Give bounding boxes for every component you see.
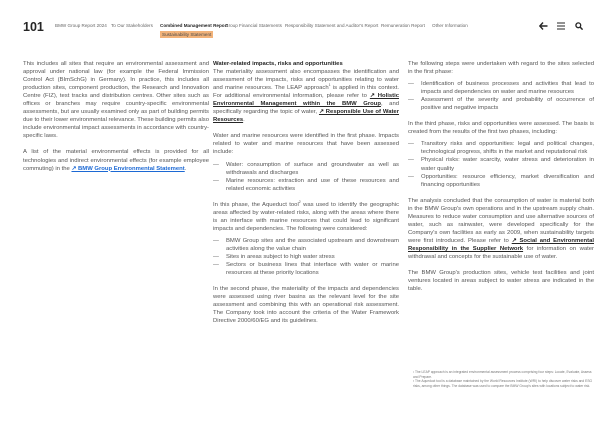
list-item: — Water: consumption of surface and groundwater as well as withdrawals and discharges — [213, 161, 399, 177]
paragraph: In the second phase, the materiality of the impacts and dependencies were assessed using river basins as the relevant level for the site assessment and combining this with an operational risk assessment. The Company took into account the criteria of the Water Framework Directive 2000/60/EG and its guidelines. — [213, 286, 399, 325]
nav-responsibility-statement[interactable]: Responsibility Statement and Auditor's Report — [285, 23, 379, 28]
column-left — [23, 60, 209, 181]
nav-combined-management-report[interactable]: Combined Management Report — [160, 23, 228, 28]
list-item: — Transitory risks and opportunities: legal and political changes, technological progress, shifts in the market and reputational risk — [408, 140, 594, 156]
paragraph: The following steps were undertaken with regard to the sites selected in the first phase: — [408, 61, 594, 76]
paragraph: In the third phase, risks and opportunities were assessed. The basis is created from the results of the first two phases, including: — [408, 121, 594, 136]
column-middle — [213, 60, 399, 333]
search-icon[interactable] — [574, 21, 584, 31]
list-item: — Identification of business processes and activities that lead to impacts and dependencies on water and marine resources — [408, 80, 594, 96]
page-header — [0, 0, 600, 40]
list-item: — Sites in areas subject to high water stress — [213, 253, 399, 261]
back-arrow-icon[interactable] — [538, 21, 548, 31]
paragraph: The materiality assessment also encompasses the identification and assessment of the impacts, risks and opportunities relating to water and marine resources. The LEAP approach$^1$ is applied in this context. For additional environmental information, please refer to ↗ Holistic Environmental Management within the BMW Group, and specifically regarding the topic of water, ↗ Responsible Use of Water Resources. — [213, 69, 400, 124]
nav-other-information[interactable]: Other Information — [432, 23, 468, 28]
subnav-sustainability-statement[interactable]: Sustainability Statement — [162, 32, 212, 37]
bullet-list — [213, 237, 399, 277]
section-heading: Water-related impacts, risks and opportunities — [213, 61, 343, 67]
paragraph: Water and marine resources were identified in the first phase. Impacts related to water and marine resources that have been assessed include: — [213, 133, 399, 156]
header-icons — [538, 21, 584, 31]
link-bmw-environmental-statement[interactable]: ↗ BMW Group Environmental Statement — [71, 165, 185, 172]
link-holistic-environmental-management[interactable]: ↗ Holistic Environmental Management within the BMW Group — [213, 93, 400, 108]
list-item: — Sectors or business lines that interface with water or marine resources at these priority locations — [213, 261, 399, 277]
link-supplier-network-responsibility[interactable]: ↗ Social and Environmental Responsibility in the Supplier Network — [408, 237, 594, 252]
page-number: 101 — [23, 20, 44, 34]
nav-remuneration-report[interactable]: Remuneration Report — [381, 23, 425, 28]
nav-to-our-stakeholders[interactable]: To Our Stakeholders — [111, 23, 153, 28]
footnote-2: ² The Aqueduct tool is a database maintained by the World Resources Institute (WRI) to help discover water risks and ESG risks, among other things. The database was used to compare the BMW Group's sites with locations subject to water risk. — [413, 379, 593, 388]
list-item: — Opportunities: resource efficiency, market diversification and financing opportunities — [408, 173, 594, 189]
footnote-1: ¹ The LEAP approach is an integrated environmental assessment process comprising four steps: Locate, Evaluate, Assess and Prepare. — [413, 370, 592, 379]
list-item: — Assessment of the severity and probability of occurrence of positive and negative impacts — [408, 96, 594, 112]
nav-group-financial-statements[interactable]: Group Financial Statements — [225, 23, 282, 28]
paragraph: This includes all sites that require an environmental assessment and approval under national law (for example the Federal Immission Control Act (BImSchG) in Germany). In practice, this includes all production sites, component production, the Research and Innovation Centre (FIZ), test tracks and distribution centres. Other sites such as offices or branches may require country-specific environmental assessments, but are usually examined only as part of building permits due to their lower environmental relevance. These building permits also include environmental impact assessments in accordance with country-specific laws. — [23, 61, 209, 140]
bullet-list — [408, 80, 594, 112]
paragraph: The analysis concluded that the consumption of water is material both in the BMW Group's own operations and in the upstream supply chain. Measures to reduce water consumption and use alternative sources of water, such as rainwater, were developed specifically for the Company's own facilities as early as 2009, when sustainability targets were first introduced. Please refer to ↗ Social and Environmental Responsibility in the Supplier Network for information on water withdrawal and concepts for the sustainable use of water. — [408, 197, 594, 260]
bullet-list — [408, 140, 594, 188]
list-item: — Physical risks: water scarcity, water stress and deterioration in water quality — [408, 156, 594, 172]
list-item: — Marine resources: extraction and use of these resources and related economic activities — [213, 177, 399, 193]
paragraph: The BMW Group's production sites, vehicle test facilities and joint ventures located in areas subject to water stress are indicated in the table. — [408, 270, 594, 293]
menu-icon[interactable] — [556, 21, 566, 31]
paragraph: A list of the material environmental effects is provided for all technologies and indirect environmental effects (for example employee commuting) in the ↗ BMW Group Environmental Statement. — [23, 149, 209, 172]
column-right — [408, 60, 594, 301]
nav-bmw-group-report[interactable]: BMW Group Report 2024 — [55, 23, 107, 28]
paragraph: In this phase, the Aqueduct tool$^2$ was used to identify the geographic areas affected by water-related risks, along with the areas where there is an interface with marine resources that could lead to significant impacts and dependencies. The following were considered: — [213, 199, 400, 232]
list-item: — BMW Group sites and the associated upstream and downstream activities along the value chain — [213, 237, 399, 253]
footnotes — [413, 370, 593, 388]
link-responsible-use-of-water[interactable]: ↗ Responsible Use of Water Resources — [213, 109, 399, 124]
bullet-list — [213, 161, 399, 193]
